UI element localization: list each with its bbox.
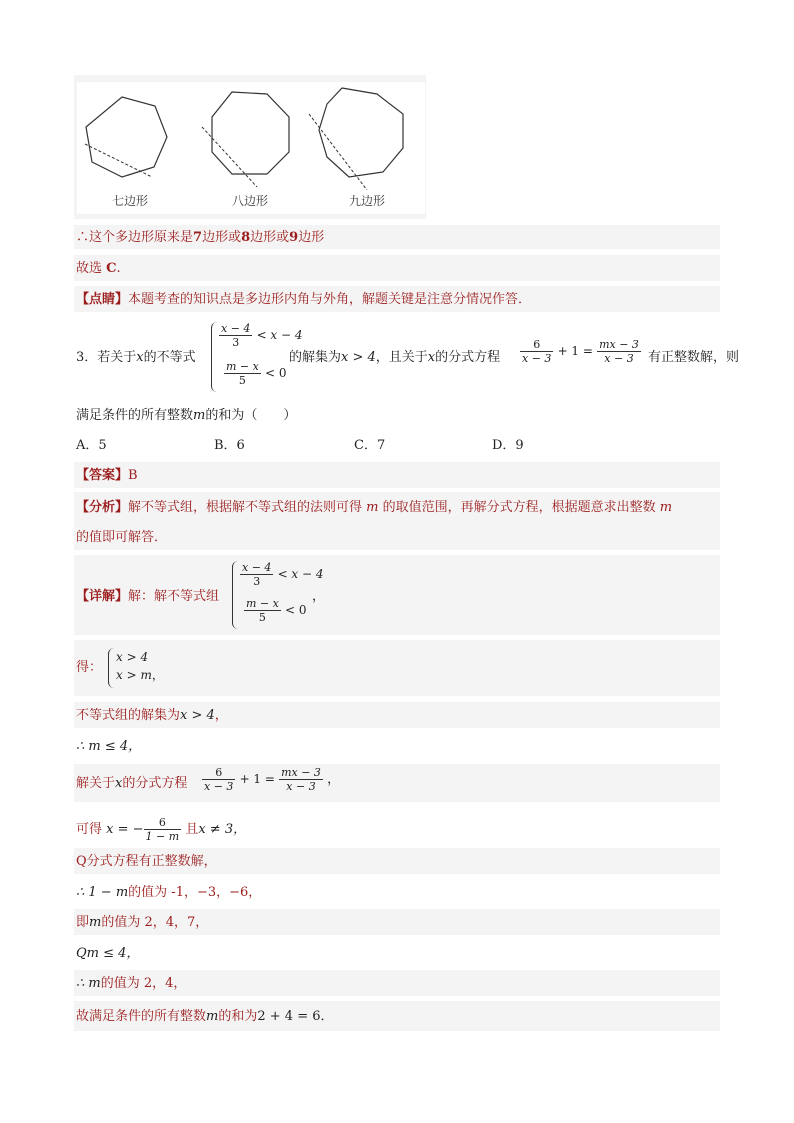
detail-l3-equation: $\frac{6}{x - 3}$ + 1 = $\frac{mx - 3}{x - 3}$ ， xyxy=(204,766,341,793)
detail-l2-row xyxy=(74,733,720,759)
nonagon-shape xyxy=(319,88,403,177)
polygon-figure xyxy=(77,82,425,214)
detail-l4-row xyxy=(74,806,720,844)
detail-l9-row xyxy=(74,970,720,996)
detail-l6-row xyxy=(74,879,720,905)
question-brace xyxy=(211,322,218,392)
octagon-cut-line xyxy=(202,127,257,187)
detail-l3-row xyxy=(74,764,720,802)
detail-system-row xyxy=(74,555,720,635)
option-d: D．9 xyxy=(492,438,524,453)
nonagon-cut-line xyxy=(309,114,367,190)
detail-l1: 不等式组的解集为x > 4， xyxy=(76,708,228,723)
analysis-line2: 的值即可解答． xyxy=(76,530,168,545)
detail-get-brace xyxy=(108,648,114,688)
analysis-row xyxy=(74,492,720,550)
analysis-line1: 【分析】解不等式组，根据解不等式组的法则可得 m 的取值范围，再解分式方程，根据题意求出整数 m xyxy=(76,500,673,515)
detail-ineq1: $\frac{x - 4}{3}$ < x − 4 xyxy=(242,561,324,588)
detail-l2: ∴ m ≤ 4， xyxy=(76,739,142,754)
detail-comma: ， xyxy=(312,589,326,604)
caption-octagon: 八边形 xyxy=(232,194,269,208)
detail-l9: ∴ m的值为 2，4， xyxy=(76,976,187,991)
question-line2: 满足条件的所有整数m的和为（ ） xyxy=(76,408,297,423)
detail-l4: 可得 x = − $\frac{6}{1 - m}$ 且x ≠ 3， xyxy=(76,816,247,843)
comment-line: 【点睛】本题考查的知识点是多边形内角与外角，解题关键是注意分情况作答． xyxy=(76,292,532,307)
detail-l5-row xyxy=(74,848,720,874)
choice-row xyxy=(74,255,720,281)
answer-line: 【答案】B xyxy=(76,468,138,483)
option-b: B．6 xyxy=(214,438,245,453)
caption-nonagon: 九边形 xyxy=(349,194,386,208)
question-block xyxy=(74,318,740,458)
detail-l10: 故满足条件的所有整数m的和为2 + 4 = 6． xyxy=(76,1009,334,1024)
question-ineq1: $\frac{x - 4}{3}$ < x − 4 xyxy=(221,322,303,349)
question-equation: $\frac{6}{x - 3}$ + 1 = $\frac{mx - 3}{x - 3}$ xyxy=(522,338,639,365)
answer-row xyxy=(74,462,720,488)
heptagon-cut-line xyxy=(85,144,152,177)
detail-get-row xyxy=(74,640,720,696)
detail-get-system: x > 4 x > m， xyxy=(116,650,164,682)
detail-brace xyxy=(232,561,239,629)
conclusion-line: ∴这个多边形原来是7边形或8边形或9边形 xyxy=(76,230,325,245)
question-line1-end: 有正整数解，则 xyxy=(648,350,740,365)
detail-l10-row xyxy=(74,1001,720,1031)
detail-l7: 即m的值为 2，4，7， xyxy=(76,915,209,930)
octagon-shape xyxy=(212,92,289,174)
detail-ineq2: $\frac{m - x}{5}$ < 0 xyxy=(246,597,307,624)
detail-intro: 【详解】解：解不等式组 xyxy=(76,589,220,604)
caption-heptagon: 七边形 xyxy=(112,194,149,208)
option-c: C．7 xyxy=(354,438,386,453)
detail-l8-row xyxy=(74,940,720,966)
question-line1-start: 3．若关于x的不等式 xyxy=(76,350,196,365)
detail-l3: 解关于x的分式方程 xyxy=(76,776,188,791)
detail-l8: Qm ≤ 4， xyxy=(76,946,140,961)
detail-l6: ∴ 1 − m的值为 -1，−3，−6， xyxy=(76,885,262,900)
heptagon-shape xyxy=(86,97,167,177)
detail-l1-row xyxy=(74,702,720,728)
detail-get: 得： xyxy=(76,660,103,675)
detail-l5: Q分式方程有正整数解， xyxy=(76,854,217,869)
question-line1-mid: 的解集为x > 4，且关于x的分式方程 xyxy=(289,350,501,365)
choice-line: 故选 C. xyxy=(76,261,121,276)
option-a: A．5 xyxy=(76,438,107,453)
question-ineq2: $\frac{m - x}{5}$ < 0 xyxy=(226,360,287,387)
detail-l7-row xyxy=(74,909,720,935)
conclusion-row xyxy=(74,225,720,249)
comment-row xyxy=(74,286,720,312)
